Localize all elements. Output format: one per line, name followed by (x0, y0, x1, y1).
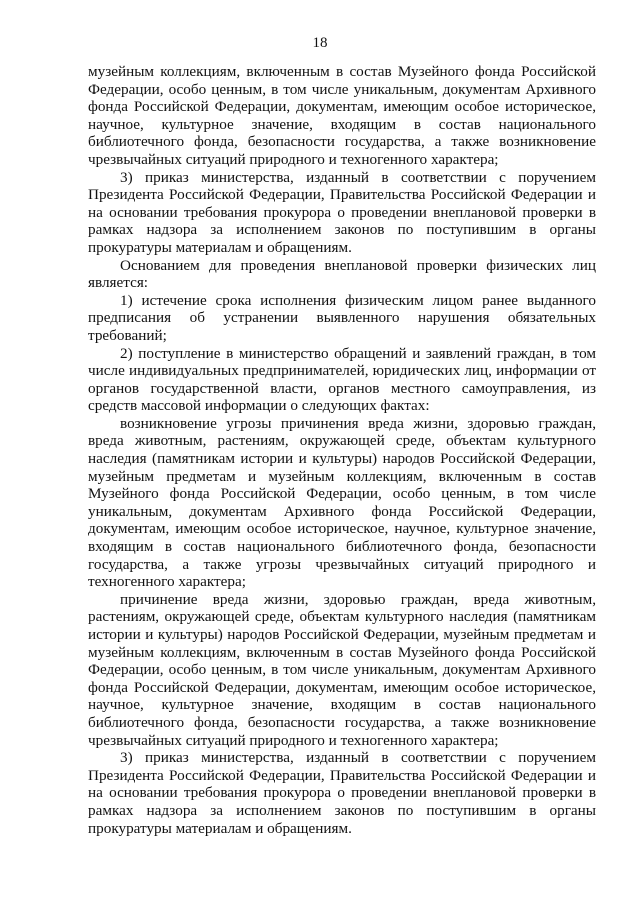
page-number: 18 (312, 35, 328, 51)
paragraph-threat-of-harm: возникновение угрозы причинения вреда жизни, здоровью граждан, вреда животным, растениям, окружающей среде, объектам культурного наследия (памятникам истории и культуры) народов Российской Федерации, музейным предметам и музейным коллекциям, включенным в состав Музейного фонда Российской Федерации, особо ценным, в том числе уникальным, документам Архивного фонда Российской Федерации, документам, имеющим особое историческое, научное, культурное значение, входящим в состав национального библиотечного фонда, безопасности государства, а также угрозы чрезвычайных ситуаций природного и техногенного характера; (88, 414, 596, 591)
paragraph-item-3-order-repeat: 3) приказ министерства, изданный в соответствии с поручением Президента Российской Федерации, Правительства Российской Федерации и на основании требования прокурора о проведении внеплановой проверки в рамках надзора за исполнением законов по поступившим в органы прокуратуры материалам и обращениям. (88, 749, 596, 837)
document-body (88, 63, 596, 837)
paragraph-continuation: музейным коллекциям, включенным в состав Музейного фонда Российской Федерации, особо ценным, в том числе уникальным, документам Архивного фонда Российской Федерации, документам, имеющим особое историческое, научное, культурное значение, входящим в состав национального библиотечного фонда, безопасности государства, а также возникновение чрезвычайных ситуаций природного и техногенного характера; (88, 63, 596, 168)
paragraph-item-2-appeals: 2) поступление в министерство обращений и заявлений граждан, в том числе индивидуальных предпринимателей, юридических лиц, информации от органов государственной власти, органов местного самоуправления, из средств массовой информации о следующих фактах: (88, 344, 596, 415)
paragraph-item-3-order: 3) приказ министерства, изданный в соответствии с поручением Президента Российской Федерации, Правительства Российской Федерации и на основании требования прокурора о проведении внеплановой проверки в рамках надзора за исполнением законов по поступившим в органы прокуратуры материалам и обращениям. (88, 168, 596, 256)
paragraph-causing-harm: причинение вреда жизни, здоровью граждан, вреда животным, растениям, окружающей среде, объектам культурного наследия (памятникам истории и культуры) народов Российской Федерации, музейным предметам и музейным коллекциям, включенным в состав Музейного фонда Российской Федерации, особо ценным, в том числе уникальным, документам Архивного фонда Российской Федерации, документам, имеющим особое историческое, научное, культурное значение, входящим в состав национального библиотечного фонда, безопасности государства, а также возникновение чрезвычайных ситуаций природного и техногенного характера; (88, 590, 596, 749)
paragraph-item-1-expiry: 1) истечение срока исполнения физическим лицом ранее выданного предписания об устранении выявленного нарушения обязательных требований; (88, 291, 596, 344)
paragraph-grounds-intro: Основанием для проведения внеплановой проверки физических лиц является: (88, 256, 596, 292)
